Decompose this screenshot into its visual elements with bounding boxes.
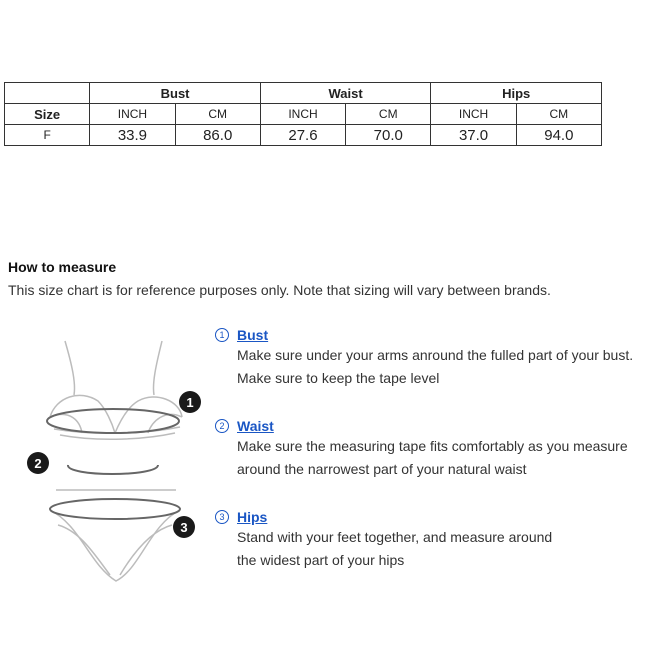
step-title-link[interactable]: Bust: [237, 327, 269, 343]
waist-marker-icon: [27, 452, 49, 474]
value-cell: 27.6: [260, 125, 345, 146]
step-header: [215, 326, 633, 344]
step-title-link[interactable]: Waist: [237, 418, 274, 434]
table-row: [5, 125, 602, 146]
step-hips: [215, 508, 552, 572]
unit-header: INCH: [431, 104, 516, 125]
unit-header: INCH: [90, 104, 175, 125]
group-header-hips: Hips: [431, 83, 602, 104]
value-cell: 37.0: [431, 125, 516, 146]
step-title-link[interactable]: Hips: [237, 509, 268, 525]
step-instruction: the widest part of your hips: [237, 552, 405, 568]
table-header-row: [5, 83, 602, 104]
bikini-bottom-icon: [50, 490, 180, 581]
step-instruction: Make sure under your arms anround the fulled part of your bust.: [237, 347, 634, 363]
value-cell: 33.9: [90, 125, 175, 146]
bust-marker-icon: [179, 391, 201, 413]
unit-header: CM: [516, 104, 601, 125]
svg-text:2: 2: [34, 456, 42, 471]
step-header: [215, 417, 628, 435]
value-cell: 86.0: [175, 125, 260, 146]
step-number: 1: [215, 328, 229, 342]
how-to-measure-title: How to measure: [8, 259, 117, 275]
step-instruction: Make sure to keep the tape level: [237, 370, 440, 386]
unit-header: INCH: [260, 104, 345, 125]
bikini-top-icon: [50, 341, 182, 439]
hips-tape-line: [50, 499, 180, 519]
step-header: [215, 508, 552, 526]
unit-header: CM: [175, 104, 260, 125]
step-instruction: Stand with your feet together, and measure around: [237, 529, 553, 545]
step-number: 2: [215, 419, 229, 433]
measurement-illustration: [20, 335, 210, 595]
bust-tape-line: [47, 409, 179, 433]
size-column-header: Size: [5, 104, 90, 125]
size-cell: F: [5, 125, 90, 146]
step-bust: [215, 326, 633, 390]
svg-text:3: 3: [180, 520, 188, 535]
size-chart-table: [4, 82, 602, 146]
unit-header: CM: [346, 104, 431, 125]
step-instruction: around the narrowest part of your natural waist: [237, 461, 527, 477]
waist-tape-icon: [68, 465, 158, 474]
hips-marker-icon: [173, 516, 195, 538]
group-header-waist: Waist: [260, 83, 431, 104]
size-header-blank: [5, 83, 90, 104]
step-instruction: Make sure the measuring tape fits comfortably as you measure: [237, 438, 628, 454]
value-cell: 70.0: [346, 125, 431, 146]
step-number: 3: [215, 510, 229, 524]
how-to-measure-subtitle: This size chart is for reference purposes only. Note that sizing will vary between brands.: [8, 282, 551, 298]
svg-text:1: 1: [186, 395, 194, 410]
value-cell: 94.0: [516, 125, 601, 146]
table-units-row: [5, 104, 602, 125]
step-waist: [215, 417, 628, 481]
group-header-bust: Bust: [90, 83, 261, 104]
